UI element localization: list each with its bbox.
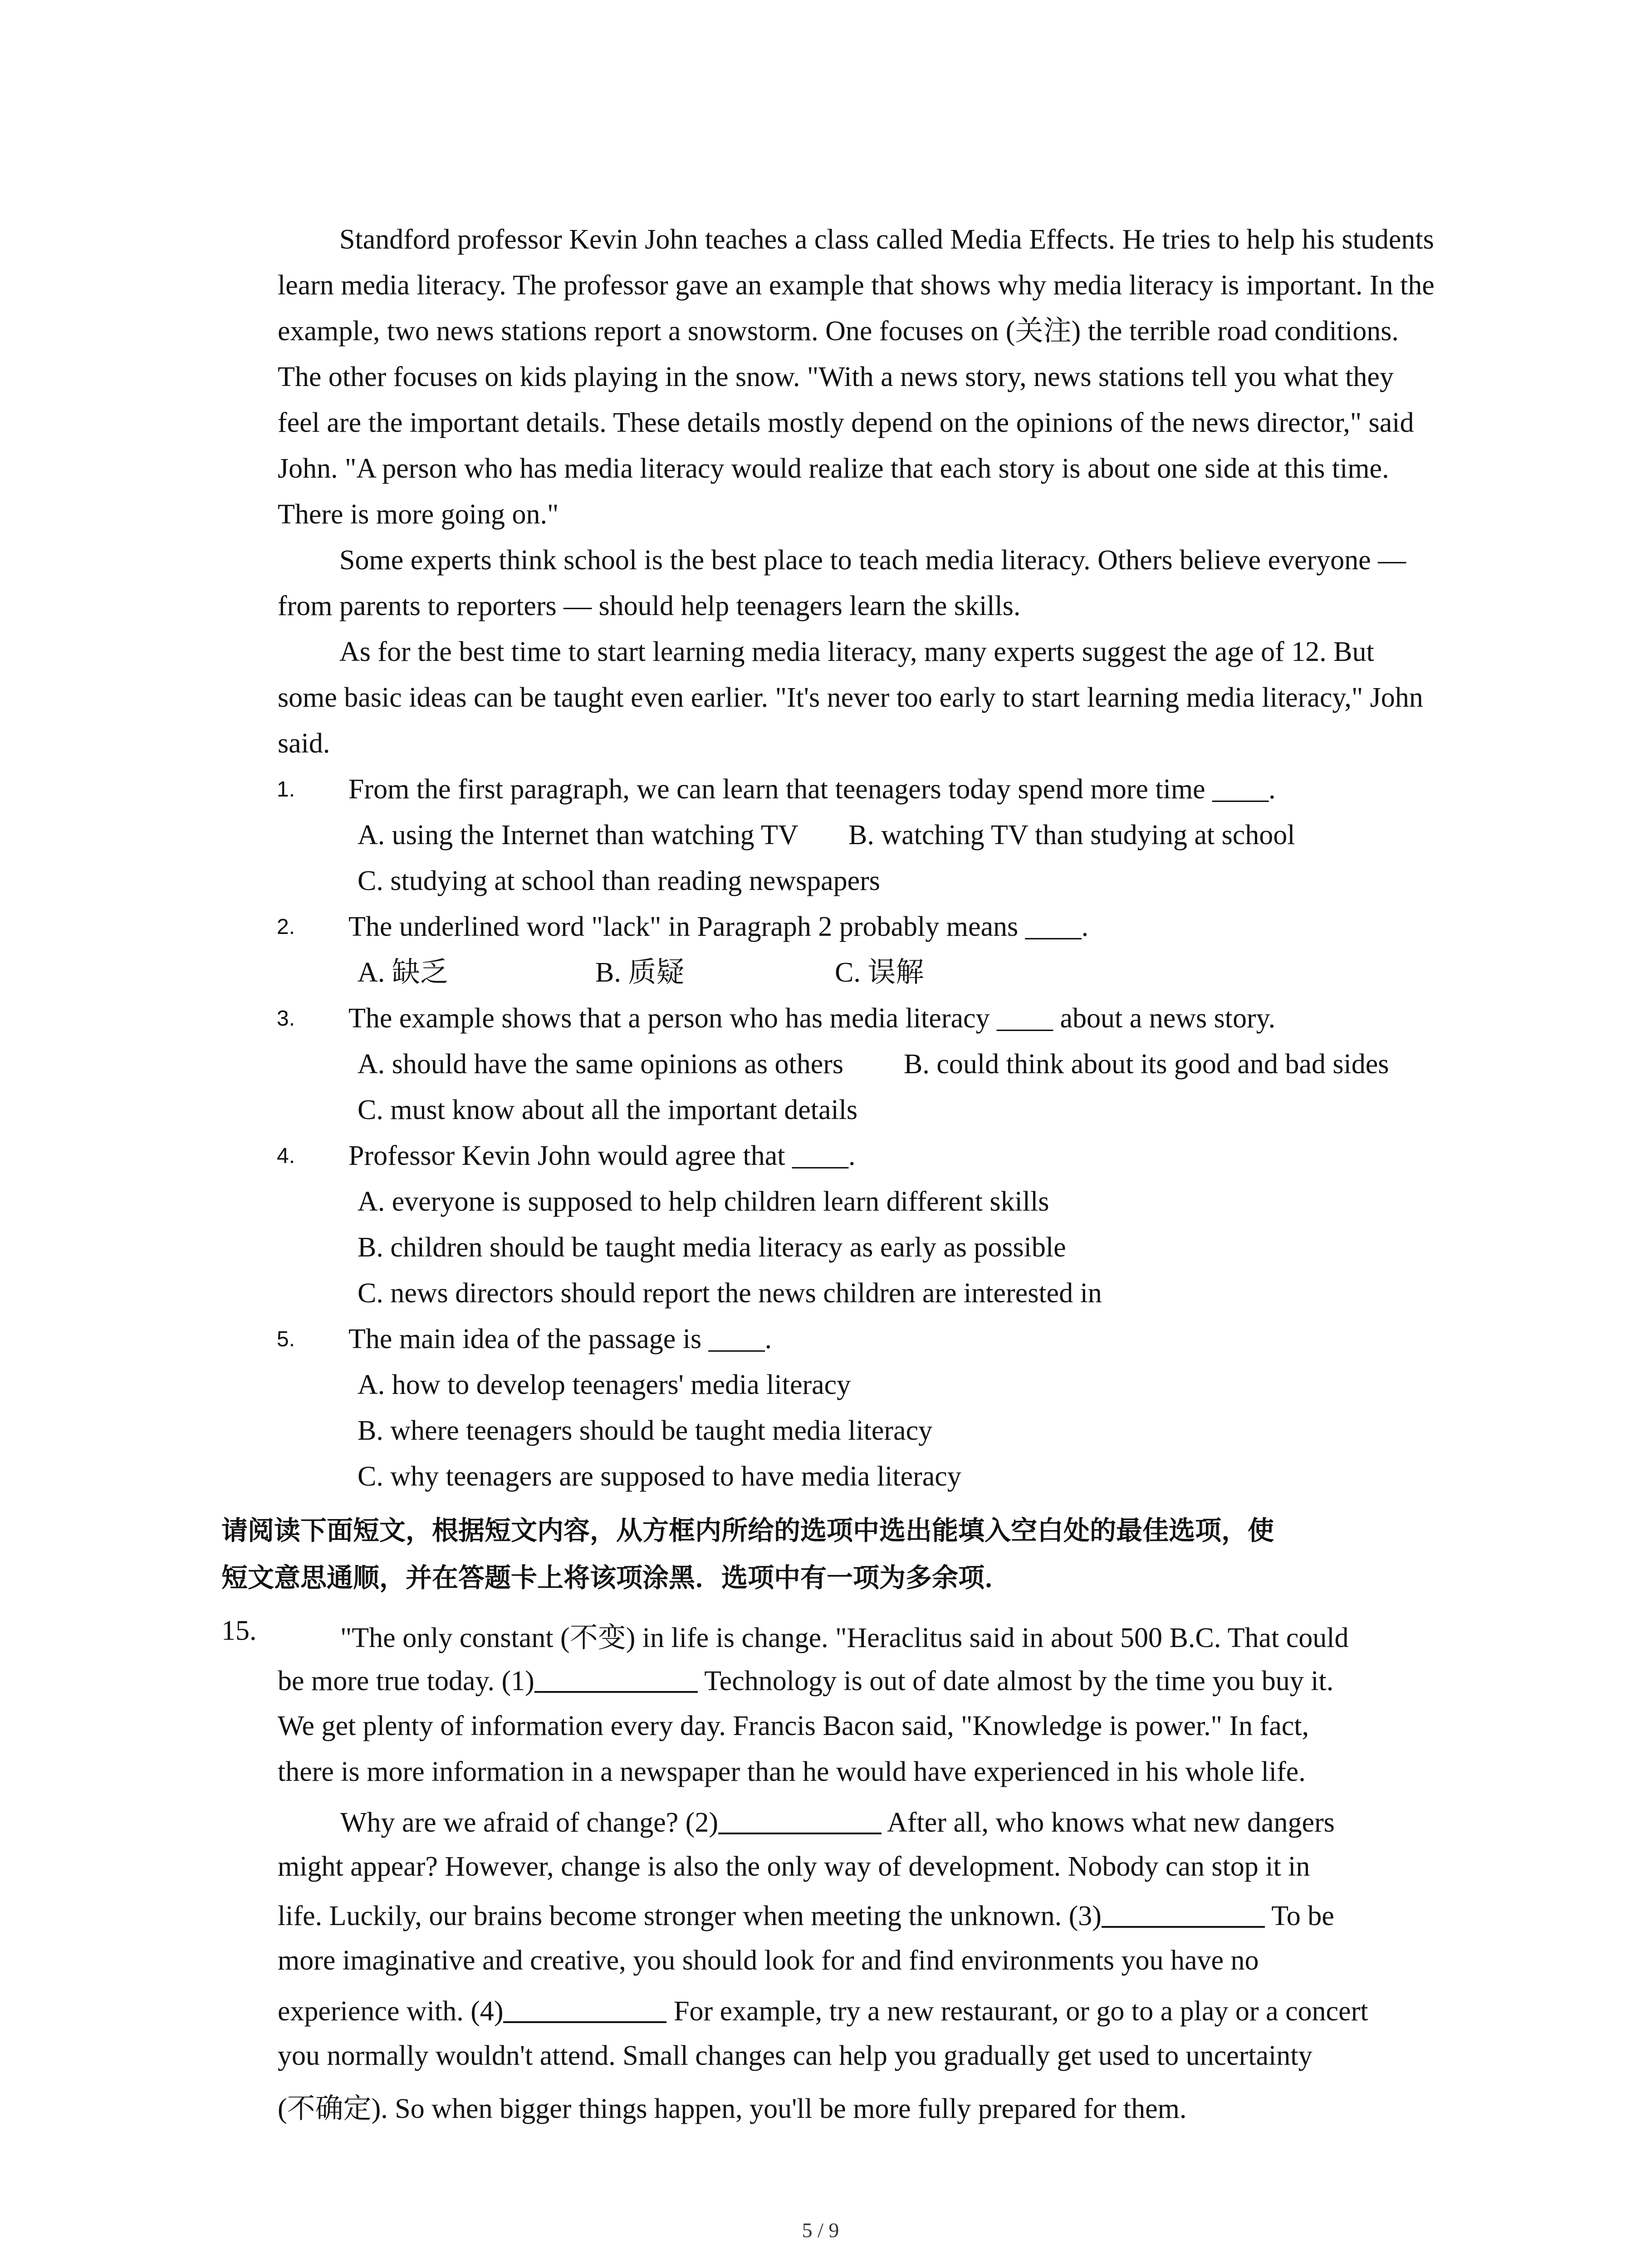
question-number: 2.: [277, 915, 295, 939]
passage-line: more imaginative and creative, you should look for and find environments you have no: [278, 1945, 1259, 1976]
passage-line: (不确定). So when bigger things happen, you'll be more fully prepared for them.: [278, 2093, 1187, 2124]
option-c: C. why teenagers are supposed to have media literacy: [358, 1461, 961, 1492]
question-number: 1.: [277, 777, 295, 802]
passage-text: experience with. (4): [278, 1996, 504, 2027]
option-c: C. must know about all the important details: [358, 1095, 858, 1125]
passage-text: For example, try a new restaurant, or go to a play or a concert: [666, 1996, 1368, 2027]
option-b: B. watching TV than studying at school: [848, 820, 1295, 850]
passage-line: might appear? However, change is also the only way of development. Nobody can stop it in: [278, 1851, 1310, 1882]
option-a: A. using the Internet than watching TV: [358, 820, 798, 850]
passage-text: be more true today. (1): [278, 1666, 534, 1696]
page-number: 5 / 9: [802, 2219, 839, 2242]
question-text: The main idea of the passage is ____.: [348, 1324, 772, 1354]
option-row: [278, 1041, 1439, 1087]
passage-text: Technology is out of date almost by the time you buy it.: [697, 1666, 1334, 1696]
question-3: [278, 996, 1439, 1041]
option-row: [278, 1225, 1439, 1271]
blank-3[interactable]: [1102, 1899, 1265, 1928]
blank-2[interactable]: [718, 1805, 882, 1834]
paragraph-3: As for the best time to start learning media literacy, many experts suggest the age of 12. But some basic ideas can be taught even earlier. "It's never too early to start learning media literacy," John said.: [278, 636, 1423, 759]
question-number: 3.: [277, 1007, 295, 1031]
option-b: B. 质疑: [595, 957, 685, 988]
passage-line: you normally wouldn't attend. Small changes can help you gradually get used to uncertainty: [278, 2040, 1313, 2071]
option-row: [278, 858, 1439, 904]
option-b: B. could think about its good and bad sides: [904, 1049, 1389, 1080]
passage-text: To be: [1264, 1901, 1334, 1931]
question-5: [278, 1316, 1439, 1362]
question-4: [278, 1133, 1439, 1179]
passage-line: "The only constant (不变) in life is change. "Heraclitus said in about 500 B.C. That could: [340, 1623, 1349, 1653]
passage-text: Why are we afraid of change? (2): [340, 1807, 719, 1838]
instruction-line: 短文意思通顺，并在答题卡上将该项涂黑．选项中有一项为多余项．: [221, 1562, 1011, 1593]
option-a: A. how to develop teenagers' media literacy: [358, 1369, 851, 1400]
option-row: [278, 950, 1439, 996]
reading-passage: [278, 217, 1439, 1500]
question-1: [278, 767, 1439, 812]
option-row: [278, 1454, 1439, 1500]
passage-line: there is more information in a newspaper than he would have experienced in his whole life.: [278, 1756, 1306, 1787]
question-number: 5.: [277, 1327, 295, 1351]
option-b: B. where teenagers should be taught media literacy: [358, 1415, 933, 1446]
question-text: Professor Kevin John would agree that ____.: [348, 1140, 856, 1171]
blank-1[interactable]: [534, 1664, 698, 1693]
question-text: The example shows that a person who has media literacy ____ about a news story.: [348, 1003, 1276, 1034]
question-text: The underlined word "lack" in Paragraph 2 probably means ____.: [348, 911, 1089, 942]
option-row: [278, 1087, 1439, 1133]
option-row: [278, 1362, 1439, 1408]
option-c: C. 误解: [835, 957, 924, 988]
option-c: C. news directors should report the news children are interested in: [358, 1278, 1102, 1309]
section-number: 15.: [221, 1615, 257, 1646]
instruction-line: 请阅读下面短文，根据短文内容，从方框内所给的选项中选出能填入空白处的最佳选项，使: [221, 1515, 1274, 1546]
option-b: B. children should be taught media literacy as early as possible: [358, 1232, 1066, 1263]
passage-line: [278, 1899, 1334, 1932]
question-text: From the first paragraph, we can learn that teenagers today spend more time ____.: [348, 774, 1276, 805]
passage-line: We get plenty of information every day. Francis Bacon said, "Knowledge is power." In fact,: [278, 1711, 1309, 1741]
blank-4[interactable]: [503, 1994, 666, 2023]
passage-text: After all, who knows what new dangers: [882, 1807, 1335, 1838]
option-a: A. everyone is supposed to help children learn different skills: [358, 1186, 1049, 1217]
section-instruction: [221, 1507, 1474, 1601]
option-a: A. should have the same opinions as others: [358, 1049, 844, 1080]
paragraph-2: Some experts think school is the best place to teach media literacy. Others believe everyone — from parents to reporters — should help teenagers learn the skills.: [278, 545, 1406, 621]
passage-text: life. Luckily, our brains become stronger when meeting the unknown. (3): [278, 1901, 1102, 1931]
passage-line: [340, 1805, 1335, 1839]
option-row: [278, 1179, 1439, 1225]
option-c: C. studying at school than reading newspapers: [358, 865, 880, 896]
passage-line: [278, 1994, 1368, 2028]
paragraph-1: Standford professor Kevin John teaches a class called Media Effects. He tries to help his students learn media literacy. The professor gave an example that shows why media literacy is important. In the example, two news stations report a snowstorm. One focuses on (关注) the terrible road conditions. The other focuses on kids playing in the snow. "With a news story, news stations tell you what they feel are the important details. These details mostly depend on the opinions of the news director," said John. "A person who has media literacy would realize that each story is about one side at this time. There is more going on.": [278, 224, 1435, 530]
passage-line: [278, 1664, 1333, 1697]
option-row: [278, 1408, 1439, 1454]
option-a: A. 缺乏: [358, 957, 448, 988]
question-number: 4.: [277, 1144, 295, 1168]
option-row: [278, 1271, 1439, 1316]
question-list: [278, 767, 1439, 1500]
question-2: [278, 904, 1439, 950]
option-row: [278, 812, 1439, 858]
